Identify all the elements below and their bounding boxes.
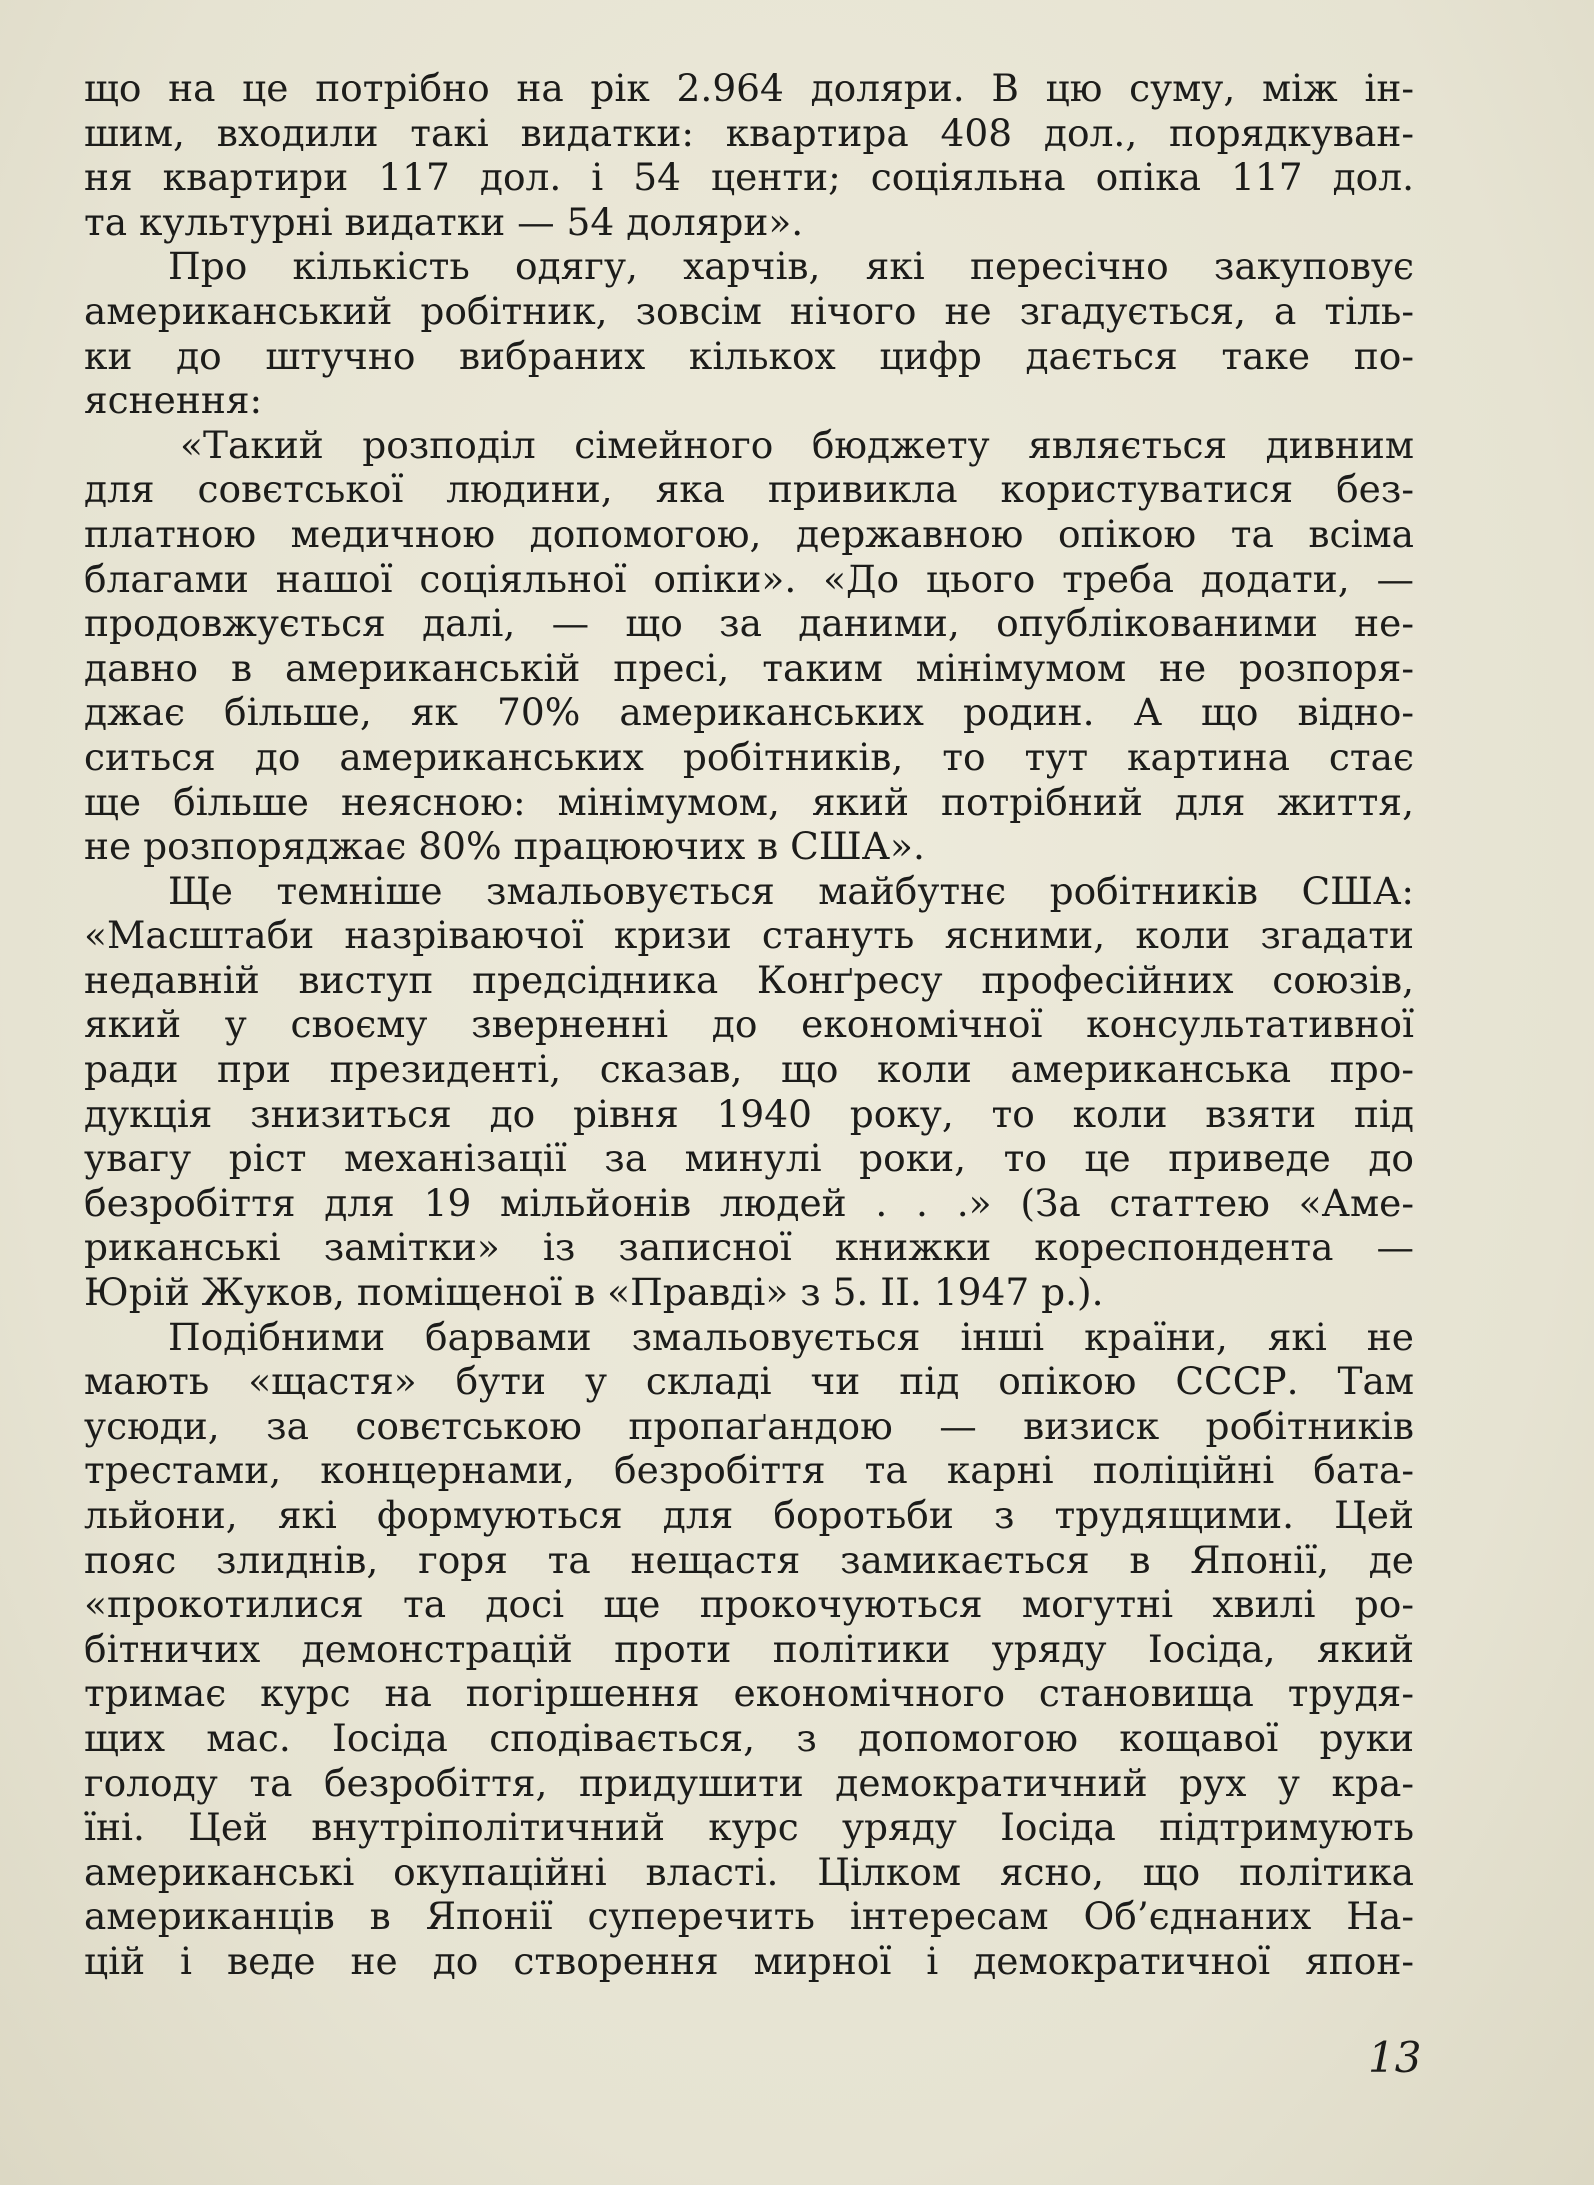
text-line: американські окупаційні власті. Цілком ясно, що політика (84, 1849, 1414, 1894)
text-line: недавній виступ предсідника Конґресу професійних союзів, (84, 957, 1414, 1002)
text-line: джає більше, як 70% американських родин. А що відно- (84, 690, 1414, 735)
text-line: ситься до американських робітників, то тут картина стає (84, 734, 1414, 779)
page-text-block (84, 66, 1414, 1984)
text-line: ради при президенті, сказав, що коли американська про- (84, 1047, 1414, 1092)
text-line: давно в американській пресі, таким мінімумом не розпоря- (84, 645, 1414, 690)
text-line: «Такий розподіл сімейного бюджету являється дивним (180, 422, 1414, 467)
page-number: 13 (1368, 2033, 1422, 2082)
text-line: увагу ріст механізації за минулі роки, то це приведе до (84, 1136, 1414, 1181)
text-line: продовжується далі, — що за даними, опублікованими не- (84, 601, 1414, 646)
text-line: благами нашої соціяльної опіки». «До цього треба додати, — (84, 556, 1414, 601)
text-line: дукція знизиться до рівня 1940 року, то коли взяти під (84, 1091, 1414, 1136)
text-line: мають «щастя» бути у складі чи під опікою СССР. Там (84, 1359, 1414, 1404)
text-line: цій і веде не до створення мирної і демократичної япон- (84, 1938, 1414, 1983)
text-line: щих мас. Іосіда сподівається, з допомогою кощавої руки (84, 1715, 1414, 1760)
text-line: Про кількість одягу, харчів, які пересічно закуповує (168, 244, 1414, 289)
text-line: Ще темніше змальовується майбутнє робітників США: (168, 868, 1414, 913)
text-line: трестами, концернами, безробіття та карні поліційні бата- (84, 1448, 1414, 1493)
text-line: Подібними барвами змальовується інші країни, які не (168, 1314, 1414, 1359)
text-line: для совєтської людини, яка привикла користуватися без- (84, 467, 1414, 512)
text-line: американців в Японії суперечить інтересам Об’єднаних На- (84, 1894, 1414, 1939)
text-line: «прокотилися та досі ще прокочуються могутні хвилі ро- (84, 1582, 1414, 1627)
text-line: льйони, які формуються для боротьби з трудящими. Цей (84, 1493, 1414, 1537)
text-line: яснення: (84, 378, 263, 423)
text-line: бітничих демонстрацій проти політики уряду Іосіда, який (84, 1626, 1414, 1671)
text-line: безробіття для 19 мільйонів людей . . .» (За статтею «Аме- (84, 1180, 1414, 1225)
text-line: їні. Цей внутріполітичний курс уряду Іосіда підтримують (84, 1805, 1414, 1850)
text-line: шим, входили такі видатки: квартира 408 дол., порядкуван- (84, 110, 1414, 155)
text-line: не розпоряджає 80% працюючих в США». (84, 824, 925, 869)
text-line: усюди, за совєтською пропаґандою — визиск робітників (84, 1403, 1414, 1448)
text-line: «Масштаби назріваючої кризи стануть ясними, коли згадати (84, 913, 1414, 958)
text-line: та культурні видатки — 54 доляри». (84, 199, 804, 244)
text-line: який у своєму зверненні до економічної консультативної (84, 1002, 1414, 1047)
text-line: тримає курс на погіршення економічного становища трудя- (84, 1671, 1414, 1716)
text-line: Юрій Жуков, поміщеної в «Правді» з 5. II. 1947 р.). (84, 1270, 1104, 1315)
text-line: платною медичною допомогою, державною опікою та всіма (84, 511, 1414, 556)
text-line: що на це потрібно на рік 2.964 доляри. В цю суму, між ін- (84, 66, 1414, 110)
text-line: голоду та безробіття, придушити демократичний рух у кра- (84, 1760, 1414, 1805)
text-line: ня квартири 117 дол. і 54 центи; соціяльна опіка 117 дол. (84, 155, 1414, 200)
text-line: ще більше неясною: мінімумом, який потрібний для життя, (84, 779, 1414, 824)
text-line: пояс злиднів, горя та нещастя замикається в Японії, де (84, 1537, 1414, 1582)
text-line: ки до штучно вибраних кількох цифр дається таке по- (84, 333, 1414, 378)
text-line: риканські замітки» із записної книжки кореспондента — (84, 1225, 1414, 1270)
text-line: американський робітник, зовсім нічого не згадується, а тіль- (84, 288, 1414, 333)
